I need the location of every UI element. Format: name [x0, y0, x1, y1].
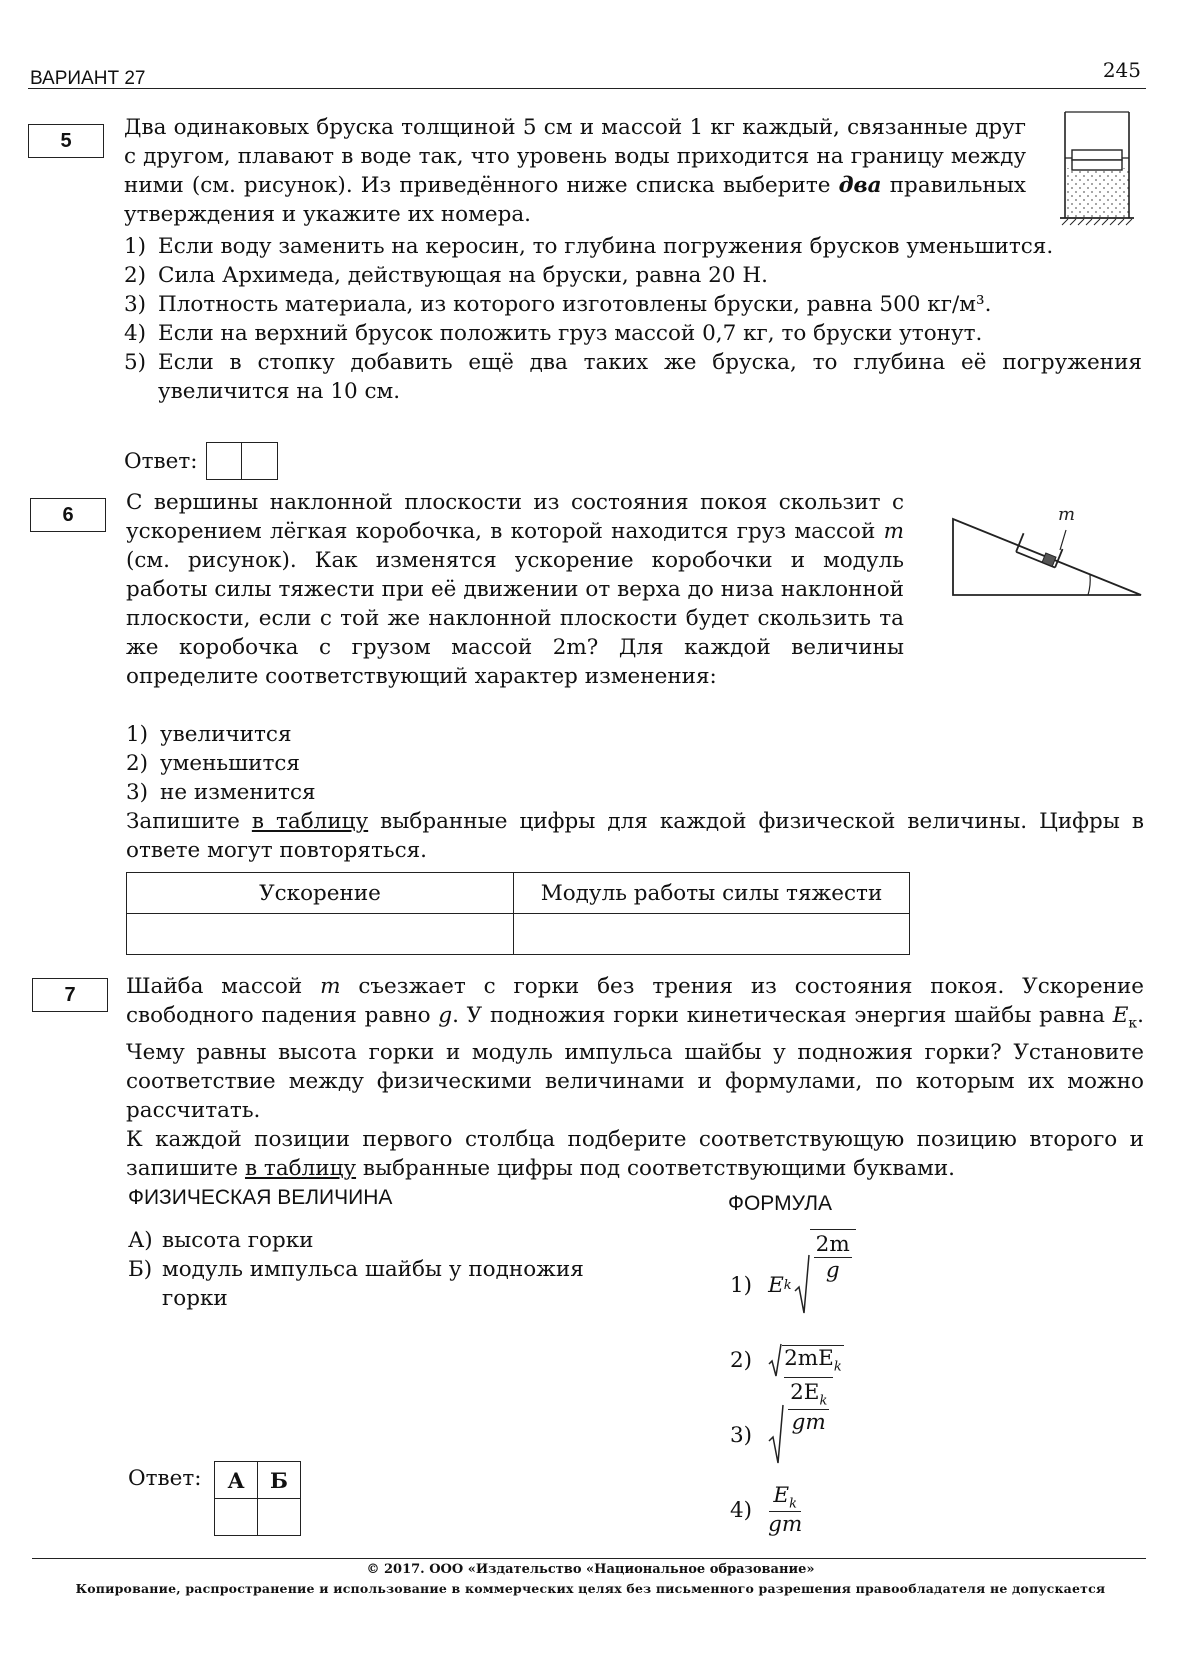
- footer-divider: [32, 1558, 1146, 1559]
- table-header-work: Модуль работы силы тяжести: [514, 873, 910, 914]
- answer-cell[interactable]: [127, 914, 514, 955]
- task-6-option: 2) уменьшится: [126, 751, 300, 776]
- task-5-option: 5) Если в стопку добавить ещё два таких же бруска, то глубина её погружения увеличится на 10 см.: [124, 350, 1142, 404]
- task-7-number: 7: [32, 978, 108, 1012]
- variant-title: ВАРИАНТ 27: [30, 68, 146, 89]
- copy-notice: Копирование, распространение и использование в коммерческих целях без письменного разрешения правообладателя не допускается: [75, 1581, 1106, 1596]
- mass-label: m: [1058, 504, 1076, 525]
- copyright: © 2017. ООО «Издательство «Национальное образование»: [366, 1562, 815, 1577]
- task-7-quantities: [128, 1226, 648, 1313]
- task-5-option: 2) Сила Архимеда, действующая на бруски, равна 20 Н.: [124, 263, 768, 288]
- answer-cell[interactable]: [206, 442, 242, 480]
- formula-3: 3) $2E_k$ gm: [730, 1400, 833, 1470]
- answer-cell[interactable]: [258, 1499, 301, 1536]
- quantity-item: Б) модуль импульса шайбы у подножия горки: [128, 1257, 584, 1311]
- task-5-options: [124, 232, 1142, 406]
- task-5-number: 5: [28, 124, 104, 158]
- radical-sign: [768, 1342, 782, 1378]
- formula-4: 4) $E_k$ gm: [730, 1482, 803, 1538]
- radical-sign: [768, 1403, 784, 1467]
- formula-2: 2) $2mE_k$: [730, 1340, 844, 1380]
- answer-cell[interactable]: [242, 442, 278, 480]
- task-6-option: 3) не изменится: [126, 780, 316, 805]
- task-5-statement: Два одинаковых бруска толщиной 5 см и массой 1 кг каждый, связанные друг с другом, плавают в воде так, что уровень воды приходится на границу между ними (см. рисунок). Из приведённого ниже списка выберите два правильных утверждения и укажите их номера.: [124, 115, 1026, 227]
- task-7-answer-table: [214, 1461, 301, 1536]
- task-6-option: 1) увеличится: [126, 722, 292, 747]
- task-7-answer-label: Ответ:: [128, 1466, 202, 1491]
- table-header-acceleration: Ускорение: [127, 873, 514, 914]
- answer-cell[interactable]: [215, 1499, 258, 1536]
- task-6-number: 6: [30, 498, 106, 532]
- task-6-statement: С вершины наклонной плоскости из состояния покоя скользит с ускорением лёгкая коробочка, в которой находится груз массой m (см. рисунок). Как изменятся ускорение коробочки и модуль работы силы тяжести при её движении от верха до низа наклонной плоскости, если с той же наклонной плоскости будет скользить та же коробочка с грузом массой 2m? Для каждой величины определите соответствующий характер изменения:: [126, 490, 904, 689]
- inclined-plane-figure: [948, 500, 1148, 600]
- column-physical-quantity: ФИЗИЧЕСКАЯ ВЕЛИЧИНА: [128, 1186, 393, 1209]
- task-6-options: 1) увеличится 2) уменьшится 3) не изменится Запишите в таблицу выбранные цифры для каждой физической величины. Цифры в ответе могут повторяться.: [126, 722, 1145, 863]
- quantity-item: А) высота горки: [128, 1228, 314, 1253]
- task-5-option: 1) Если воду заменить на керосин, то глубина погружения брусков уменьшится.: [124, 234, 1054, 259]
- formula-1: 1) E k 2m g: [730, 1250, 856, 1320]
- floating-blocks-figure: [1058, 110, 1136, 226]
- column-formula: ФОРМУЛА: [728, 1192, 832, 1215]
- task-7-statement: Шайба массой m съезжает с горки без трения из состояния покоя. Ускорение свободного падения равно g. У подножия горки кинетическая энергия шайбы равна $E_к$. Чему равны высота горки и модуль импульса шайбы у подножия горки? Установите соответствие между физическими величинами и формулами, по которым их можно рассчитать. К каждой позиции первого столбца подберите соответствующую позицию второго и запишите в таблицу выбранные цифры под соответствующими буквами.: [126, 974, 1144, 1182]
- header-divider: [28, 88, 1146, 89]
- task-6-answer-table: [126, 872, 910, 955]
- task-5-answer: Ответ:: [124, 442, 278, 480]
- task-5-option: 4) Если на верхний брусок положить груз массой 0,7 кг, то бруски утонут.: [124, 321, 983, 346]
- answer-col-a: А: [215, 1462, 258, 1499]
- answer-cell[interactable]: [514, 914, 910, 955]
- answer-col-b: Б: [258, 1462, 301, 1499]
- radical-sign: [794, 1253, 810, 1317]
- task-5-option: 3) Плотность материала, из которого изготовлены бруски, равна 500 кг/м³.: [124, 292, 992, 317]
- page-number: 245: [1102, 58, 1141, 82]
